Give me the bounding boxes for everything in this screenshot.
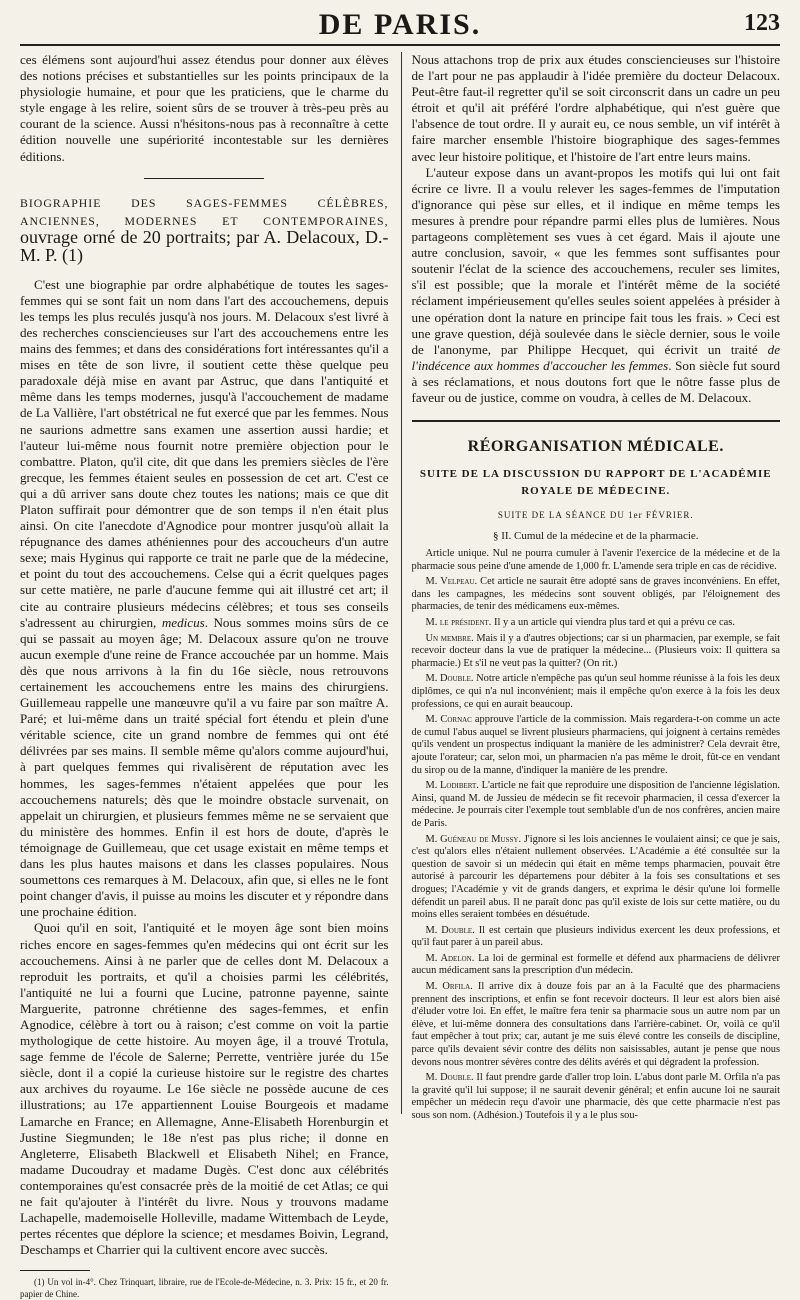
reorg-subtitle: SUITE DE LA DISCUSSION DU RAPPORT DE L'ACADÉMIE ROYALE DE MÉDECINE.	[419, 468, 772, 498]
speech-paragraph	[412, 617, 781, 630]
speaker-name: M. Double.	[425, 673, 474, 685]
speech-paragraph	[412, 673, 781, 711]
speech-text: J'ignore si les lois anciennes le voulaient ainsi; ce que je sais, c'est qu'alors elles n'étaient nullement observées. L'Académie a été consultée sur la question de savoir si un médecin qui était en même temps pharmacien, pouvait être autorisé à parcourir les départemens pour débiter à la fois ses consultations et ses drogues; l'Académie y vit de grands dangers, et exprima le désir qu'une loi formelle défendit un pareil abus. Il ne paraît donc pas qu'il existe de lois sur cette matière, ou du moins elles seraient tombées en désuétude.	[411, 833, 781, 921]
speaker-name: M. Guéneau de Mussy.	[425, 833, 522, 845]
speech-paragraph	[412, 633, 781, 671]
speech-text: Il arrive dix à douze fois par an à la Faculté que des pharmaciens prennent des inscriptions, et enfin se font recevoir docteurs. Il leur est alors bien aisé d'éluder votre loi. En effet, le maître fera tenir sa pharmacie sous un autre nom par un élève, et lui-même donnera des consultations dans l'arrière-cabinet. Or, voilà ce qu'il faut empêcher à tout prix; car, autant je me suis élevé contre les conseils de discipline, parce qu'ils devaient sévir contre des délits non saisissables, autant je pense que nous devons nous montrer sévères contre des délits avérés et qui dégradent la profession.	[411, 981, 781, 1068]
speech-paragraph	[412, 714, 781, 777]
speech-paragraph	[412, 834, 781, 922]
reorg-seance: SUITE DE LA SÉANCE DU 1er FÉVRIER.	[497, 510, 694, 521]
speaker-name: M. Double.	[425, 924, 475, 936]
page-header	[20, 0, 780, 46]
speech-text: La loi de germinal est formelle et défend aux pharmaciens de délivrer aucun médicament sans la prescription d'un médecin.	[411, 952, 781, 977]
footnote: (1) Un vol in-4°. Chez Trinquart, libraire, rue de l'Ecole-de-Médecine, n. 3. Prix: 15 fr., et 20 fr. papier de Chine.	[20, 1277, 389, 1299]
speech-list	[412, 576, 781, 1122]
reorg-section-heading: § II. Cumul de la médecine et de la pharmacie.	[492, 530, 699, 543]
review-p2-text-b: . Son siècle fut sourd à ses réclamations, et nous doutons fort que le nôtre fasse plus de faveur ou de justice, comme on voudra, à celles de M. Delacoux.	[411, 357, 781, 405]
speech-text: Il est certain que plusieurs individus exercent les deux professions, et qu'il faut parer à un pareil abus.	[411, 924, 780, 949]
article-unique: Article unique. Nul ne pourra cumuler à l'avenir l'exercice de la médecine et de la pharmacie sous peine d'une amende de 1,000 fr. L'amende sera triple en cas de récidive.	[411, 548, 781, 572]
biography-heading	[20, 195, 389, 265]
biography-paragraph-2: Quoi qu'il en soit, l'antiquité et le moyen âge sont bien moins riches encore en sages-femmes qu'en médecins qui ont écrit sur les accouchemens. Ainsi à ne parler que de celles dont M. Delacoux a reproduit les portraits, et qu'il a choisies parmi les célébrités, l'antiquité ne lui a fourni que Lucine, patronne payenne, sainte Marguerite, patronne chrétienne des sages-femmes, et enfin Agnodice, célèbre à tort ou à raison; c'est comme on voit la partie mythologique de cette histoire. Au moyen âge, il a trouvé Trotula, sage femme de l'école de Salerne; Perrette, ventrière jurée du 15e siècle, dont il a copié la curieuse histoire sur le registre des chartes aux archives du royaume. Le 16e siècle ne possède aucune de ces illustrations; au 17e appartiennent Louise Bourgeois et madame Lamarche en France; en Allemagne, Anne-Elisabeth Horenburgin et Justine Siegmunden; le 18e n'est pas plus riche; il donne en Angleterre, Elisabeth Blackwell et Elisabeth Nihel; en France, madame Ducoudray et madame Dugès. C'est donc aux célébrités contemporaines qu'est consacrée près de la moitié de cet Atlas; ce qui ne fait qu'ajouter à l'intérêt du livre. Nous y trouvons madame Lachapelle, mademoiselle Holleville, madame Wittembach de Leyde, pertes récentes que déplore la science; et mesdames Boivin, Legrand, Deschamps et Charrier qui la cultivent encore avec succès.	[20, 920, 389, 1258]
speech-text: L'article ne fait que reproduire une disposition de l'ancienne législation. Ainsi, quand M. de Jussieu de médecin se fit recevoir pharmacien, il cessa d'exercer la médecine. Je pourrais citer l'exemple tout semblable d'un de nos confrères, ancien maire de Paris.	[411, 780, 781, 829]
right-column	[411, 52, 781, 1121]
speech-text: Cet article ne saurait être adopté sans de graves inconvéniens. En effet, dans les campagnes, les médecins sont souvent obligés, par l'éloignement des pharmacies, de tenir des médicamens eux-mêmes.	[411, 576, 781, 613]
review-p2-text: L'auteur expose dans un avant-propos les motifs qui lui ont fait écrire ce livre. Il a voulu relever les sages-femmes de l'imputation d'ignorance qui pèse sur elles, et il indique en même temps les mesures à prendre pour répandre parmi elles plus de lumières. Nous partageons complètement ses vues à cet égard. Mais il ajoute une autre conclusion, savoir, « que les femmes sont suffisantes pour soutenir l'éclat de la science des accouchemens, reculer ses limites, s'il est possible; que la morale et l'intérêt même de la société réclament impérieusement qu'elles seules soient appelées à présider à une opération dont la nature en principe fait tous les frais. » Ceci est une grave question, déjà soulevée dans le siècle dernier, sous le voile de l'anonyme, par Philippe Hecquet, qui écrivit un traité	[411, 164, 781, 357]
biography-heading-rest: ouvrage orné de 20 portraits; par A. Delacoux, D.-M. P. (1)	[20, 226, 389, 265]
intro-paragraph: ces élémens sont aujourd'hui assez étendus pour donner aux élèves des notions précises et substantielles sur les points principaux de la physiologie humaine, et pour que les praticiens, que le charme du style engage à les relire, soient sûrs de se trouver à très-peu près au courant de la science. Aussi n'hésitons-nous pas à reconnaître à cette édition nouvelle une supériorité incontestable sur les dernières éditions.	[20, 52, 389, 164]
biography-heading-caps: BIOGRAPHIE DES SAGES-FEMMES CÉLÈBRES, ANCIENNES, MODERNES ET CONTEMPORAINES,	[20, 195, 389, 228]
reorg-title: RÉORGANISATION MÉDICALE.	[467, 438, 724, 456]
speaker-name: M. Adelon.	[425, 952, 475, 964]
speech-text: Mais il y a d'autres objections; car si un pharmacien, par exemple, se fait recevoir docteur dans la vue de pratiquer la médecine... (Plusieurs voix: Il quittera sa pharmacie.) Et s'il ne veut pas la quitter? (On rit.)	[411, 632, 781, 669]
review-paragraph-1: Nous attachons trop de prix aux études consciencieuses sur l'histoire de l'art pour ne pas applaudir à l'idée première du docteur Delacoux. Peut-être faut-il regretter qu'il se soit circonscrit dans un cadre un peu étroit et qu'il ait préféré l'ordre alphabétique, qui n'est guère que l'absence de tout ordre. Il y aurait eu, ce nous semble, un vif intérêt à faire marcher ensemble l'histoire biographique des sages-femmes avec leur histoire politique, et l'histoire de l'art entre leurs mains.	[411, 52, 781, 164]
footnote-rule	[20, 1270, 90, 1271]
speaker-name: M. Double.	[425, 1072, 474, 1084]
speech-paragraph	[412, 780, 781, 830]
review-p2-italic: de l'indécence aux hommes d'accoucher les femmes	[411, 341, 781, 373]
column-rule	[401, 52, 402, 1114]
speech-text: Notre article n'empêche pas qu'un seul homme réunisse à la fois les deux diplômes, ce qui n'a nul inconvénient; mais il empêche qu'on exerce à la fois les deux professions, ce qui en aurait beaucoup.	[411, 673, 781, 710]
speaker-name: M. Lodibert.	[425, 780, 479, 792]
running-title: DE PARIS.	[318, 8, 482, 41]
page-number: 123	[744, 10, 780, 36]
bio-p1-text-b: . Nous sommes moins sûrs de ce qui se passait au moyen âge; M. Delacoux assure qu'on ne trouve aucun exemple d'une reine de France accouchée par un homme. Mais dès que nous arrivons à la fin du 16e siècle, nous retrouvons certainement les accouchemens entre les mains des chirurgiens. Guillemeau rappelle une manœuvre qu'il a vu faire par son maître A. Paré; et lui-même dans un traité spécial fort étendu et plein d'une véritable science, cite un grand nombre de femmes qui ont été délivrées par ses mains. Il semble même qu'alors comme aujourd'hui, à part quelques femmes qui rivalisèrent de réputation avec les hommes, les sages-femmes n'étaient appelées que pour les accouchemens naturels; dès que le moindre obstacle survenait, on appelait un chirurgien, et plusieurs femmes même ne se servaient que du ministère des hommes. Enfin il est hors de doute, d'après le témoignage de Guillemeau, que cet usage existait en même temps et dans les plus hautes maisons et dans les classes populaires. Nous soumettons ces remarques à M. Delacoux, afin que, si elles ne le font point changer d'avis, il puisse au moins les discuter et y répondre dans une prochaine édition.	[20, 614, 389, 920]
speaker-name: M. Orfila.	[425, 981, 473, 993]
left-column	[20, 52, 389, 1299]
speech-text: Il faut prendre garde d'aller trop loin. L'abus dont parle M. Orfila n'a pas la gravité qu'il lui suppose; il ne saurait devenir général; et enfin aucune loi ne saurait empêcher un médecin reçu d'avoir une pharmacie, dès que cette pharmacie n'est pas sous son nom. (Adhésion.) Toutefois il y a le plus sou-	[411, 1072, 781, 1121]
speech-paragraph	[412, 925, 781, 950]
speaker-name: Un membre.	[425, 632, 474, 644]
speaker-name: M. Cornac	[425, 714, 472, 726]
speech-paragraph	[412, 576, 781, 614]
speaker-name: M. le président.	[425, 617, 492, 629]
speech-text: approuve l'article de la commission. Mais regardera-t-on comme un acte de cumul l'abus auquel se livrent plusieurs pharmaciens, qui joignent à certains remèdes qu'ils vendent un prospectus indiquant la manière de les administrer? Cela devrait être, ajoute l'orateur; car, selon moi, un pharmacien n'a pas même le droit, fût-ce en vendant du sirop ou de la manne, d'indiquer la manière de les prendre.	[411, 714, 781, 776]
speaker-name: M. Velpeau.	[425, 576, 478, 588]
section-divider-double	[412, 420, 781, 422]
biography-paragraph-1	[20, 277, 389, 921]
section-divider	[144, 178, 264, 179]
speech-paragraph	[412, 1072, 781, 1122]
review-paragraph-2	[412, 165, 781, 406]
bio-p1-italic: medicus	[161, 614, 205, 630]
speech-paragraph	[412, 981, 781, 1069]
bio-p1-text: C'est une biographie par ordre alphabétique de toutes les sages-femmes qui se sont fait un nom dans l'art des accouchemens, depuis les temps les plus reculés jusqu'à nos jours. M. Delacoux s'est livré à des recherches consciencieuses sur l'art des accouchemens entre les mains des femmes; et dans des considérations fort intéressantes qu'il a mises en tête de son livre, il soutient cette thèse quelque peu paradoxale déjà mise en avant par Astruc, que dans l'antiquité et même dans les temps modernes, jusqu'à l'accouchement de madame de La Vallière, l'art obstétrical ne fut exercé que par les femmes. Nous ne saurions admettre sans examen une assertion aussi hardie; et l'auteur lui-même nous fournit notre première objection pour le combattre. Platon, qu'il cite, dit que dans les premiers siècles de l'ère grecque, les femmes étaient seules en possession de cet art. C'est ce qui a dû arriver sans doute chez toutes les nations; mais ce que dit Platon suffirait pour démontrer que de son temps il n'en était plus ainsi. On cite l'anecdote d'Agnodice pour montrer jusqu'où allait la répugnance des dames athéniennes pour des accoucheurs d'un autre sexe; mais Hyginus qui rapporte ce trait ne parle que de la médecine, et point du tout des accouchemens. Celse qui a écrit quelques pages sur cette matière, ne parle d'aucune femme qui ait illustré cet art; il cite au contraire plusieurs médecins célèbres; et tous ses conseils s'adressent au chirurgien,	[20, 276, 389, 630]
speech-text: Il y a un article qui viendra plus tard et qui a prévu ce cas.	[491, 617, 735, 629]
speech-paragraph	[412, 953, 781, 978]
